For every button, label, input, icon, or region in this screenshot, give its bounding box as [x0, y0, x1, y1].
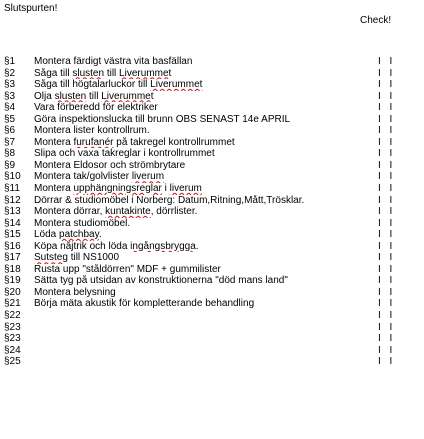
- item-number: §19: [4, 275, 21, 287]
- task-text[interactable]: [34, 91, 360, 103]
- item-number: §13: [4, 206, 21, 218]
- spellcheck-flagged-word: kuntakinte: [105, 206, 151, 218]
- checklist-row: [0, 275, 424, 287]
- task-text[interactable]: [34, 252, 360, 264]
- check-box[interactable]: I I: [378, 298, 396, 310]
- item-number: §15: [4, 229, 21, 241]
- checklist-row: [0, 345, 424, 357]
- check-box[interactable]: I I: [378, 263, 396, 275]
- item-number: §17: [4, 252, 21, 264]
- task-text[interactable]: [34, 183, 360, 195]
- checklist-row: [0, 195, 424, 207]
- item-number: §22: [4, 310, 21, 322]
- item-number: §4: [4, 102, 16, 114]
- task-text-segment: Montera lister kontrollrum.: [34, 125, 150, 137]
- task-text-segment: Olja: [34, 90, 55, 102]
- check-box[interactable]: I I: [378, 333, 396, 345]
- item-number: §7: [4, 136, 16, 148]
- check-box[interactable]: I I: [378, 90, 396, 102]
- check-box[interactable]: I I: [378, 102, 396, 114]
- item-number: §3: [4, 90, 16, 102]
- task-text-segment: Såga till högtalarluckor till: [34, 79, 151, 91]
- check-box[interactable]: I I: [378, 310, 396, 322]
- document-title: Slutspurten!: [4, 3, 58, 14]
- checklist-row: [0, 148, 424, 160]
- spellcheck-flagged-word: Liverummet: [119, 67, 172, 79]
- checklist-row: [0, 287, 424, 299]
- task-text-segment: i: [161, 183, 170, 195]
- check-column-header: Check!: [360, 15, 392, 26]
- check-box[interactable]: I I: [378, 229, 396, 241]
- checklist-row: [0, 114, 424, 126]
- task-text-segment: Montera belysning: [34, 286, 116, 298]
- item-number: §12: [4, 194, 21, 206]
- check-box[interactable]: I I: [378, 159, 396, 171]
- task-text-segment: Dörrar & studiomöbel i Norberg: Datum,Ritning,Mått,Trösklar.: [34, 194, 305, 206]
- task-text-segment: Montera tak/golvlister: [34, 171, 132, 183]
- check-box[interactable]: I I: [378, 321, 396, 333]
- checklist-row: [0, 218, 424, 230]
- task-text-segment: Rusta upp "ståldörren" MDF + gummilister: [34, 263, 221, 275]
- task-text-segment: Montera Eldosor och strömbrytare: [34, 159, 186, 171]
- checklist-row: [0, 68, 424, 80]
- checklist-row: [0, 264, 424, 276]
- check-box[interactable]: I I: [378, 183, 396, 195]
- task-text-segment: Göra inspektionslucka till brunn OBS SENAST 14e APRIL: [34, 113, 291, 125]
- check-box[interactable]: I I: [378, 275, 396, 287]
- task-text-segment: till NS1000: [67, 252, 120, 264]
- task-text-segment: Montera dörrar,: [34, 206, 106, 218]
- checklist-row: [0, 298, 424, 310]
- task-text[interactable]: [34, 218, 360, 230]
- task-text-segment: Montera: [34, 183, 74, 195]
- checklist-row: [0, 137, 424, 149]
- checklist-row: [0, 102, 424, 114]
- check-box[interactable]: I I: [378, 206, 396, 218]
- item-number: §14: [4, 217, 21, 229]
- task-text-segment: Montera färdigt västra vita basfällan: [34, 56, 193, 67]
- item-number: §23: [4, 333, 21, 345]
- task-text-segment: Såga till: [34, 67, 73, 79]
- check-box[interactable]: I I: [378, 356, 396, 368]
- item-number: §6: [4, 125, 16, 137]
- task-text-segment: Köpa nåjtrik och löda: [34, 240, 131, 252]
- spellcheck-flagged-word: patchbay: [59, 229, 99, 241]
- task-text-segment: till: [104, 67, 120, 79]
- checklist-row: [0, 333, 424, 345]
- task-text[interactable]: [34, 102, 360, 114]
- task-text[interactable]: [34, 114, 360, 126]
- item-number: §1: [4, 56, 16, 67]
- checklist-row: [0, 252, 424, 264]
- task-text[interactable]: [34, 195, 360, 207]
- checklist: [0, 56, 424, 368]
- spellcheck-flagged-word: upphängningsreglar: [73, 183, 162, 195]
- checklist-row: [0, 183, 424, 195]
- item-number: §9: [4, 159, 16, 171]
- check-box[interactable]: I I: [378, 79, 396, 91]
- task-text-segment: Montera studiomöbel.: [34, 217, 131, 229]
- task-text[interactable]: [34, 68, 360, 80]
- task-text[interactable]: [34, 298, 360, 310]
- task-text[interactable]: [34, 229, 360, 241]
- check-box[interactable]: I I: [378, 286, 396, 298]
- task-text[interactable]: [34, 148, 360, 160]
- check-box[interactable]: I I: [378, 125, 396, 137]
- spellcheck-flagged-word: slusten: [54, 90, 87, 102]
- spellcheck-flagged-word: Sutsteg: [34, 252, 68, 264]
- item-number: §18: [4, 263, 21, 275]
- item-number: §10: [4, 171, 21, 183]
- checklist-row: [0, 125, 424, 137]
- item-number: §21: [4, 298, 21, 310]
- item-number: §5: [4, 113, 16, 125]
- checklist-row: [0, 206, 424, 218]
- item-number: §25: [4, 356, 21, 368]
- checklist-row: [0, 171, 424, 183]
- task-text-segment: Slipa och vaxa takreglar i kontrollrummet: [34, 148, 215, 160]
- item-number: §24: [4, 344, 21, 356]
- task-text-segment: till: [86, 90, 102, 102]
- task-text[interactable]: [34, 79, 360, 91]
- check-box[interactable]: I I: [378, 67, 396, 79]
- checklist-row: [0, 91, 424, 103]
- task-text[interactable]: [34, 206, 360, 218]
- spellcheck-flagged-word: liverum: [131, 171, 165, 183]
- task-text-segment: Börja mäta akustik för kompletterande behandling: [34, 298, 255, 310]
- checklist-row: [0, 56, 424, 68]
- check-box[interactable]: I I: [378, 240, 396, 252]
- task-text-segment: Montera: [34, 136, 74, 148]
- item-number: §23: [4, 321, 21, 333]
- item-number: §11: [4, 183, 20, 195]
- checklist-row: [0, 160, 424, 172]
- task-text[interactable]: [34, 137, 360, 149]
- check-box[interactable]: I I: [378, 171, 396, 183]
- task-text[interactable]: [34, 275, 360, 287]
- checklist-row: [0, 229, 424, 241]
- checklist-row: [0, 356, 424, 368]
- task-text[interactable]: [34, 171, 360, 183]
- spellcheck-flagged-word: ingångsbrygga: [130, 240, 196, 252]
- check-box[interactable]: I I: [378, 217, 396, 229]
- item-number: §2: [4, 67, 16, 79]
- item-number: §3: [4, 79, 16, 91]
- item-number: §20: [4, 286, 21, 298]
- checklist-row: [0, 322, 424, 334]
- task-text-segment: Vara förberedd för elektriker: [34, 102, 158, 114]
- task-text[interactable]: [34, 241, 360, 253]
- task-text-segment: Löda: [34, 229, 60, 241]
- spellcheck-flagged-word: Liverummet: [101, 90, 154, 102]
- checklist-row: [0, 310, 424, 322]
- task-text-segment: .: [195, 240, 199, 252]
- spellcheck-flagged-word: Liverummet: [150, 79, 203, 91]
- item-number: §8: [4, 148, 16, 160]
- task-text[interactable]: [34, 56, 360, 68]
- check-box[interactable]: I I: [378, 344, 396, 356]
- check-box[interactable]: I I: [378, 252, 396, 264]
- check-box[interactable]: I I: [378, 148, 396, 160]
- checklist-row: [0, 79, 424, 91]
- task-text-segment: , dörrlister.: [150, 206, 198, 218]
- task-text[interactable]: [34, 160, 360, 172]
- task-text-segment: .: [98, 229, 102, 241]
- item-number: §16: [4, 240, 21, 252]
- checklist-row: [0, 241, 424, 253]
- task-text[interactable]: [34, 125, 360, 137]
- task-text-segment: på takregel kontrollrummet: [113, 136, 235, 148]
- task-text[interactable]: [34, 264, 360, 276]
- task-text-segment: Sätta tyg på utsidan av konstruktionerna "död mans land": [34, 275, 288, 287]
- check-box[interactable]: I I: [378, 194, 396, 206]
- task-text[interactable]: [34, 287, 360, 299]
- spellcheck-flagged-word: liverum: [169, 183, 202, 195]
- check-box[interactable]: I I: [378, 113, 396, 125]
- spellcheck-flagged-word: slusten: [72, 67, 105, 79]
- check-box[interactable]: I I: [378, 136, 396, 148]
- spellcheck-flagged-word: furufanér: [73, 136, 114, 148]
- check-box[interactable]: I I: [378, 56, 396, 67]
